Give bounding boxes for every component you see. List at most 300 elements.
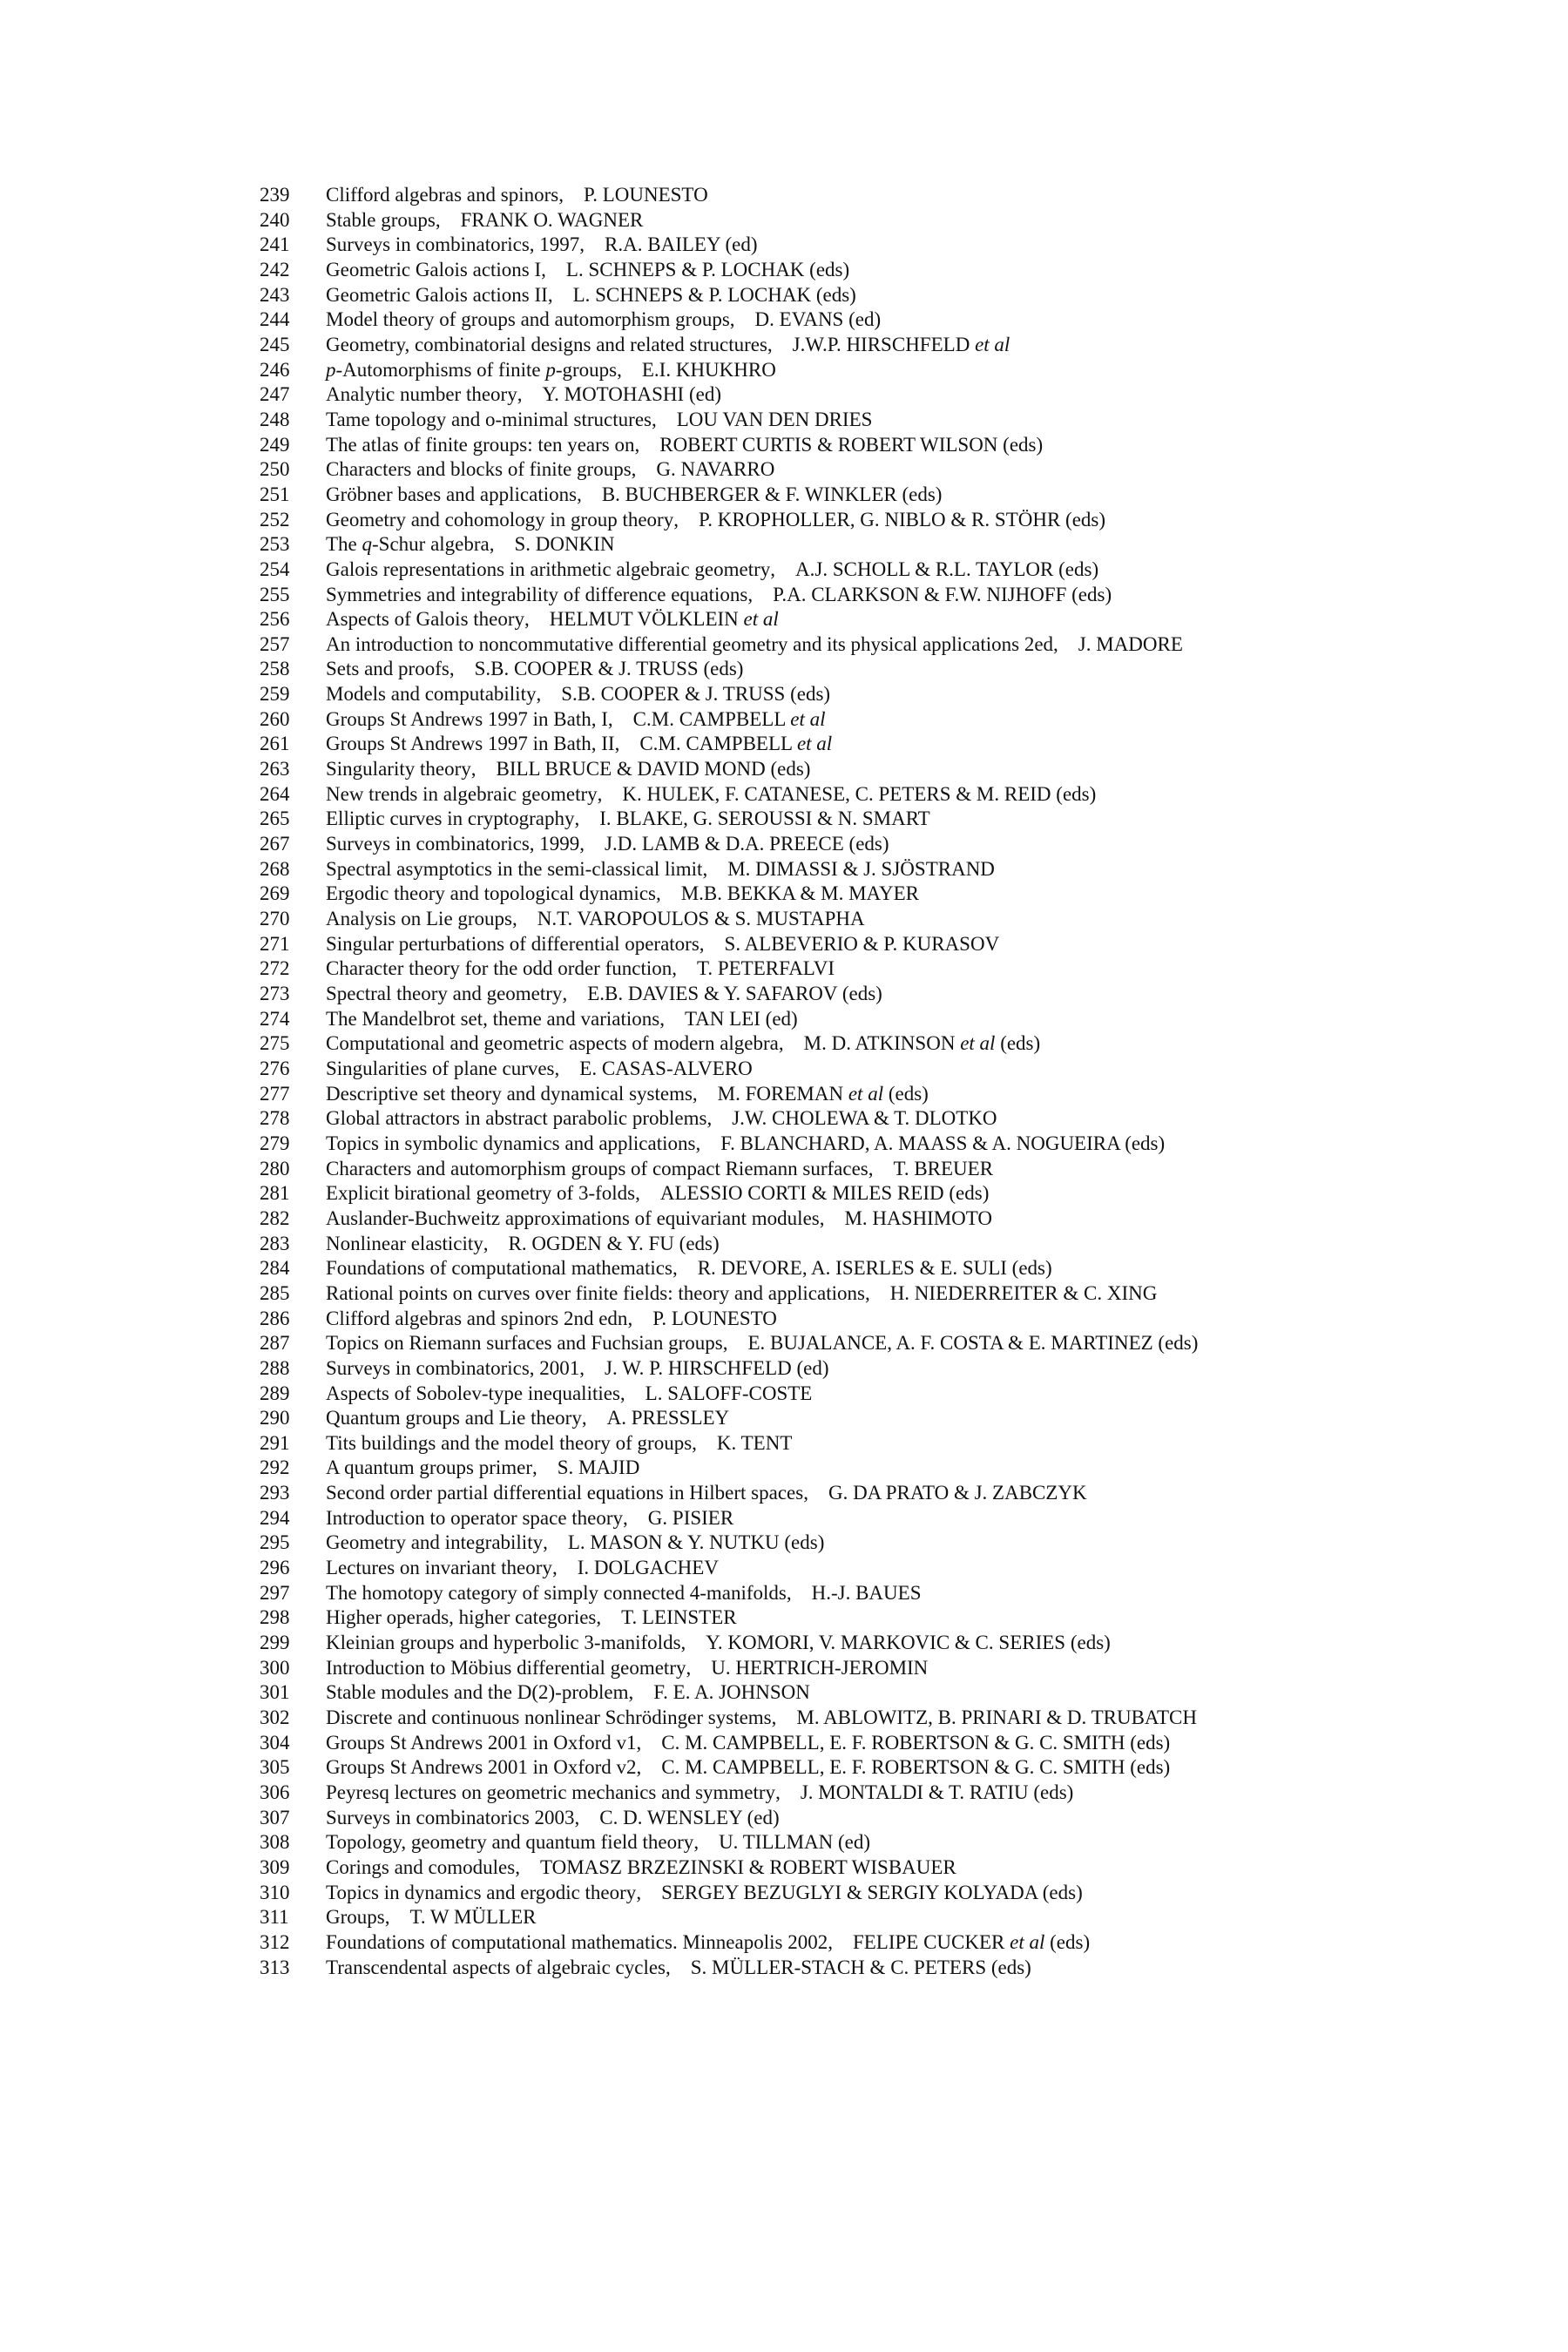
series-entry [260,1656,1523,1681]
title-segment: Characters and automorphism groups of compact Riemann surfaces [326,1157,868,1179]
entry-title [326,208,436,233]
entry-authors [653,1680,810,1706]
entry-authors [566,258,849,283]
author-segment: L. SCHNEPS & P. LOCHAK (eds) [572,283,856,306]
entry-authors [691,1956,1031,1981]
entry-separator [579,233,605,258]
entry-separator [524,607,550,632]
entry-number: 251 [260,483,290,505]
series-entry [260,607,1523,632]
series-entry [260,333,1523,358]
entry-authors [605,832,889,857]
entry-title [326,1382,620,1407]
entry-number: 300 [260,1656,290,1679]
entry-separator [686,1656,711,1681]
author-segment: J.W. CHOLEWA & T. DLOTKO [732,1107,997,1130]
entry-separator [803,1481,828,1506]
entry-number: 279 [260,1132,290,1154]
entry-title [326,1406,582,1431]
entry-authors [645,1382,813,1407]
entry-authors [725,932,1000,957]
entry-title [326,1431,692,1456]
author-segment: Y. KOMORI, V. MARKOVIC & C. SERIES (eds) [706,1632,1111,1654]
author-segment: et al [975,333,1010,355]
entry-separator [552,1556,578,1581]
title-segment: Spectral asymptotics in the semi-classical limit [326,857,703,880]
entry-authors [828,1481,1087,1506]
title-segment: Stable groups [326,208,436,231]
author-segment: BILL BRUCE & DAVID MOND (eds) [496,758,811,781]
entry-title [326,1830,693,1855]
title-segment: Groups [326,1906,385,1929]
entry-separator [385,1905,410,1930]
title-segment: -Schur algebra [372,533,490,556]
series-entry [260,956,1523,982]
entry-separator [695,1132,720,1157]
entry-title [326,1356,579,1382]
title-segment: Introduction to operator space theory [326,1506,624,1529]
series-entry [260,1830,1523,1855]
entry-number: 299 [260,1632,290,1654]
entry-title [326,782,598,808]
entry-separator [787,1581,812,1606]
entry-authors [804,1031,1041,1057]
entry-title [326,532,490,558]
author-segment: S. MÜLLER-STACH & C. PETERS (eds) [690,1956,1031,1978]
title-segment: Geometric Galois actions I [326,258,542,280]
title-segment: Geometry, combinatorial designs and related structures [326,333,767,355]
author-segment: ROBERT CURTIS & ROBERT WILSON (eds) [659,433,1044,456]
entry-authors [558,1456,640,1481]
entry-number: 283 [260,1232,290,1254]
entry-authors [461,208,644,233]
entry-separator [575,1806,600,1831]
entry-separator [1053,632,1078,658]
entry-separator [652,408,677,433]
entry-authors [409,1905,536,1930]
entry-number: 250 [260,458,290,481]
series-entry [260,408,1523,433]
entry-title [326,1007,659,1032]
entry-number: 242 [260,258,290,280]
series-entry [260,1581,1523,1606]
title-segment: Topics on Riemann surfaces and Fuchsian groups [326,1332,723,1355]
entry-number: 310 [260,1881,290,1903]
entry-separator [673,508,699,533]
entry-title [326,1057,555,1082]
entry-separator [483,1232,509,1257]
author-segment: C.M. CAMPBELL [632,707,791,730]
entry-separator [536,682,561,707]
entry-separator [562,982,587,1007]
series-entry [260,1481,1523,1506]
entry-title [326,1281,865,1307]
entry-number: 246 [260,358,290,381]
title-segment: -groups [555,358,618,381]
entry-authors [509,1232,720,1257]
author-segment: U. TILLMAN (ed) [719,1831,871,1854]
author-segment: L. SALOFF-COSTE [645,1382,813,1404]
entry-number: 269 [260,882,290,905]
entry-number: 293 [260,1482,290,1504]
title-segment: The [326,533,362,556]
entry-separator [555,1057,580,1082]
author-segment: S.B. COOPER & J. TRUSS (eds) [474,658,744,680]
series-entry [260,707,1523,733]
entry-separator [620,1382,645,1407]
series-entry [260,1256,1523,1281]
entry-number: 312 [260,1930,290,1953]
entry-authors [720,1132,1165,1157]
series-entry [260,1456,1523,1481]
entry-title [326,508,673,533]
title-segment: The atlas of finite groups: ten years on [326,433,635,456]
entry-authors [605,233,757,258]
title-segment: New trends in algebraic geometry [326,782,598,805]
entry-title [326,1881,636,1906]
entry-number: 270 [260,908,290,930]
entry-separator [767,333,793,358]
entry-authors [515,532,615,558]
entry-authors [853,1930,1090,1956]
series-entry [260,1106,1523,1132]
title-segment: Groups St Andrews 1997 in Bath, II [326,733,615,755]
entry-authors [542,382,721,408]
author-segment: TAN LEI (ed) [684,1007,798,1030]
series-entry [260,657,1523,682]
entry-title [326,1082,693,1107]
entry-number: 274 [260,1007,290,1030]
title-segment: Auslander-Buchweitz approximations of equivariant modules [326,1206,820,1229]
series-entry [260,358,1523,383]
entry-authors [677,408,873,433]
entry-title [326,607,524,632]
series-entry [260,932,1523,957]
title-segment: The homotopy category of simply connected 4-manifolds [326,1581,787,1604]
entry-number: 287 [260,1332,290,1355]
entry-authors [621,1605,736,1631]
entry-number: 285 [260,1281,290,1304]
entry-title [326,1331,723,1356]
title-segment: Character theory for the odd order function [326,957,672,980]
author-segment: M. FOREMAN [717,1082,848,1105]
entry-title [326,1106,706,1132]
title-segment: Foundations of computational mathematics [326,1257,672,1280]
author-segment: I. BLAKE, G. SEROUSSI & N. SMART [599,808,930,830]
entry-title [326,183,558,208]
entry-separator [615,732,640,757]
author-segment: SERGEY BEZUGLYI & SERGIY KOLYADA (eds) [661,1881,1083,1903]
title-segment: Second order partial differential equations in Hilbert spaces [326,1482,804,1504]
entry-authors [568,1531,825,1556]
title-segment: An introduction to noncommutative differential geometry and its physical applications 2ed [326,632,1054,655]
entry-authors [475,657,744,682]
entry-separator [617,358,642,383]
entry-separator [666,1956,691,1981]
entry-authors [579,1057,753,1082]
author-segment: et al [1010,1930,1045,1953]
entry-title [326,457,632,483]
entry-number: 311 [260,1906,289,1929]
entry-authors [602,483,943,508]
entry-authors [706,1631,1111,1656]
title-segment: Transcendental aspects of algebraic cycles [326,1956,666,1978]
title-segment: Galois representations in arithmetic algebraic geometry [326,558,771,580]
entry-authors [633,707,826,733]
entry-number: 263 [260,758,290,781]
author-segment: T. W MÜLLER [409,1906,537,1929]
entry-separator [634,433,659,458]
title-segment: Surveys in combinatorics, 1997 [326,233,580,256]
series-entry [260,1706,1523,1731]
title-segment: Clifford algebras and spinors [326,184,559,206]
series-entry [260,1930,1523,1956]
entry-separator [865,1281,890,1307]
entry-number: 254 [260,558,290,580]
series-entry [260,1605,1523,1631]
entry-separator [515,1855,540,1881]
entry-number: 265 [260,808,290,830]
series-entry [260,1281,1523,1307]
entry-number: 282 [260,1206,290,1229]
author-segment: I. DOLGACHEV [577,1557,719,1579]
entry-title [326,832,579,857]
entry-number: 272 [260,957,290,980]
title-segment: Corings and comodules [326,1855,516,1878]
entry-number: 241 [260,233,290,256]
entry-title [326,1506,623,1531]
title-segment: Tame topology and o-minimal structures [326,408,652,430]
entry-separator [628,1680,653,1706]
entry-number: 304 [260,1731,290,1754]
author-segment: C. M. CAMPBELL, E. F. ROBERTSON & G. C. SMITH (eds) [661,1756,1171,1779]
entry-separator [579,832,605,857]
entry-number: 248 [260,408,290,430]
entry-number: 276 [260,1057,290,1079]
title-segment: Tits buildings and the model theory of groups [326,1431,693,1454]
entry-number: 255 [260,583,290,605]
entry-number: 245 [260,333,290,355]
author-segment: R.A. BAILEY (ed) [605,233,758,256]
title-segment: Clifford algebras and spinors 2nd edn [326,1307,628,1329]
author-segment: U. HERTRICH-JEROMIN [711,1656,929,1679]
entry-separator [548,283,573,308]
author-segment: R. OGDEN & Y. FU (eds) [508,1232,720,1254]
entry-separator [656,882,681,907]
entry-authors [540,1855,956,1881]
entry-number: 273 [260,983,290,1004]
entry-title [326,382,517,408]
entry-authors [698,1256,1052,1281]
series-entry [260,208,1523,233]
entry-separator [702,857,727,882]
entry-title [326,707,608,733]
title-segment: Groups St Andrews 2001 in Oxford v2 [326,1756,637,1779]
entry-authors [599,807,929,832]
author-segment: TOMASZ BRZEZINSKI & ROBERT WISBAUER [539,1855,956,1878]
series-entry [260,558,1523,583]
entry-title [326,1232,483,1257]
title-segment: Groups St Andrews 1997 in Bath, I [326,707,608,730]
title-segment: Models and computability [326,683,537,706]
entry-separator [637,1755,662,1781]
entry-authors [648,1506,733,1531]
entry-title [326,1031,779,1057]
entry-separator [541,258,566,283]
entry-number: 277 [260,1082,290,1105]
entry-title [326,433,634,458]
series-entry [260,1755,1523,1781]
entry-number: 252 [260,508,290,531]
series-entry [260,732,1523,757]
author-segment: F. BLANCHARD, A. MAASS & A. NOGUEIRA (eds) [720,1132,1166,1154]
author-segment: T. BREUER [893,1157,994,1179]
entry-title [326,258,541,283]
entry-separator [700,932,725,957]
entry-authors [622,782,1096,808]
entry-authors [607,1406,730,1431]
entry-number: 253 [260,533,290,556]
author-segment: G. NAVARRO [656,458,775,481]
series-entry [260,1531,1523,1556]
author-segment: L. SCHNEPS & P. LOCHAK (eds) [565,258,850,280]
entry-authors [599,1806,779,1831]
title-segment: p [545,358,556,381]
author-segment: J. MADORE [1078,632,1183,655]
series-entry [260,183,1523,208]
entry-authors [659,433,1043,458]
series-entry [260,382,1523,408]
entry-authors [801,1781,1074,1806]
entry-separator [598,782,623,808]
author-segment: E.B. DAVIES & Y. SAFAROV (eds) [587,983,882,1004]
entry-separator [636,1881,661,1906]
title-segment: Surveys in combinatorics 2003 [326,1806,575,1828]
entry-title [326,283,548,308]
series-entry [260,1206,1523,1232]
author-segment: K. TENT [716,1431,793,1454]
title-segment: Aspects of Sobolev-type inequalities [326,1382,620,1404]
title-segment: -Automorphisms of finite [335,358,546,381]
entry-separator [692,1431,717,1456]
entry-title [326,1781,775,1806]
author-segment: LOU VAN DEN DRIES [676,408,873,430]
entry-number: 289 [260,1382,290,1404]
series-entry [260,1007,1523,1032]
entry-authors [550,607,779,632]
entry-separator [820,1206,845,1232]
entry-title [326,1930,828,1956]
entry-authors [661,1755,1170,1781]
author-segment: C. M. CAMPBELL, E. F. ROBERTSON & G. C. SMITH (eds) [661,1731,1171,1754]
entry-authors [893,1157,993,1182]
author-segment: J.W.P. HIRSCHFELD [792,333,976,355]
entry-title [326,1656,686,1681]
author-segment: M.B. BEKKA & M. MAYER [680,882,920,905]
series-entry [260,1556,1523,1581]
series-entry [260,1881,1523,1906]
entry-authors [697,956,835,982]
series-entry [260,1031,1523,1057]
author-segment: E. CASAS-ALVERO [579,1057,753,1079]
entry-number: 306 [260,1781,290,1803]
entry-separator [659,1007,685,1032]
series-entry [260,882,1523,907]
author-segment: T. LEINSTER [621,1606,737,1629]
author-segment: N.T. VAROPOULOS & S. MUSTAPHA [537,908,865,930]
title-segment: Kleinian groups and hyperbolic 3-manifolds [326,1632,681,1654]
author-segment: J. W. P. HIRSCHFELD (ed) [605,1356,829,1379]
entry-separator [672,1256,698,1281]
title-segment: Surveys in combinatorics, 1999 [326,833,580,855]
title-segment: Higher operads, higher categories [326,1606,597,1629]
entry-authors [661,1881,1083,1906]
title-segment: Topology, geometry and quantum field theory [326,1831,694,1854]
entry-title [326,1556,552,1581]
entry-separator [632,457,657,483]
series-entry [260,508,1523,533]
entry-title [326,757,471,782]
entry-authors [844,1206,992,1232]
entry-separator [436,208,461,233]
entry-title [326,1806,575,1831]
entry-authors [1078,632,1183,658]
author-segment: F. E. A. JOHNSON [653,1681,810,1704]
author-segment: et al [796,733,833,755]
author-segment: A. PRESSLEY [606,1407,730,1429]
entry-title [326,1706,772,1731]
entry-separator [637,1731,662,1756]
entry-authors [561,682,830,707]
entry-number: 257 [260,632,290,655]
series-entry [260,1431,1523,1456]
title-segment: Topics in symbolic dynamics and applications [326,1132,696,1154]
entry-separator [747,583,773,608]
series-entry [260,832,1523,857]
author-segment: C. D. WENSLEY (ed) [599,1806,780,1828]
author-segment: Y. MOTOHASHI (ed) [542,383,721,406]
entry-title [326,907,512,932]
entry-number: 305 [260,1756,290,1779]
entry-number: 301 [260,1681,290,1704]
entry-separator [730,308,755,333]
entry-separator [775,1781,801,1806]
series-entry [260,1905,1523,1930]
entry-number: 294 [260,1506,290,1529]
series-entry [260,1406,1523,1431]
series-entry [260,583,1523,608]
title-segment: Sets and proofs [326,658,449,680]
entry-title [326,1855,515,1881]
entry-separator [517,382,543,408]
entry-number: 267 [260,833,290,855]
entry-number: 292 [260,1456,290,1479]
series-list [260,183,1523,1980]
entry-number: 291 [260,1431,290,1454]
entry-number: 260 [260,707,290,730]
entry-authors [732,1106,997,1132]
entry-title [326,1956,666,1981]
title-segment: Global attractors in abstract parabolic problems [326,1107,707,1130]
title-segment: Nonlinear elasticity [326,1232,483,1254]
series-entry [260,1307,1523,1332]
entry-number: 313 [260,1956,290,1978]
title-segment: Descriptive set theory and dynamical systems [326,1082,693,1105]
title-segment: Computational and geometric aspects of modern algebra [326,1032,779,1055]
entry-number: 256 [260,608,290,631]
title-segment: Aspects of Galois theory [326,608,525,631]
entry-title [326,308,730,333]
